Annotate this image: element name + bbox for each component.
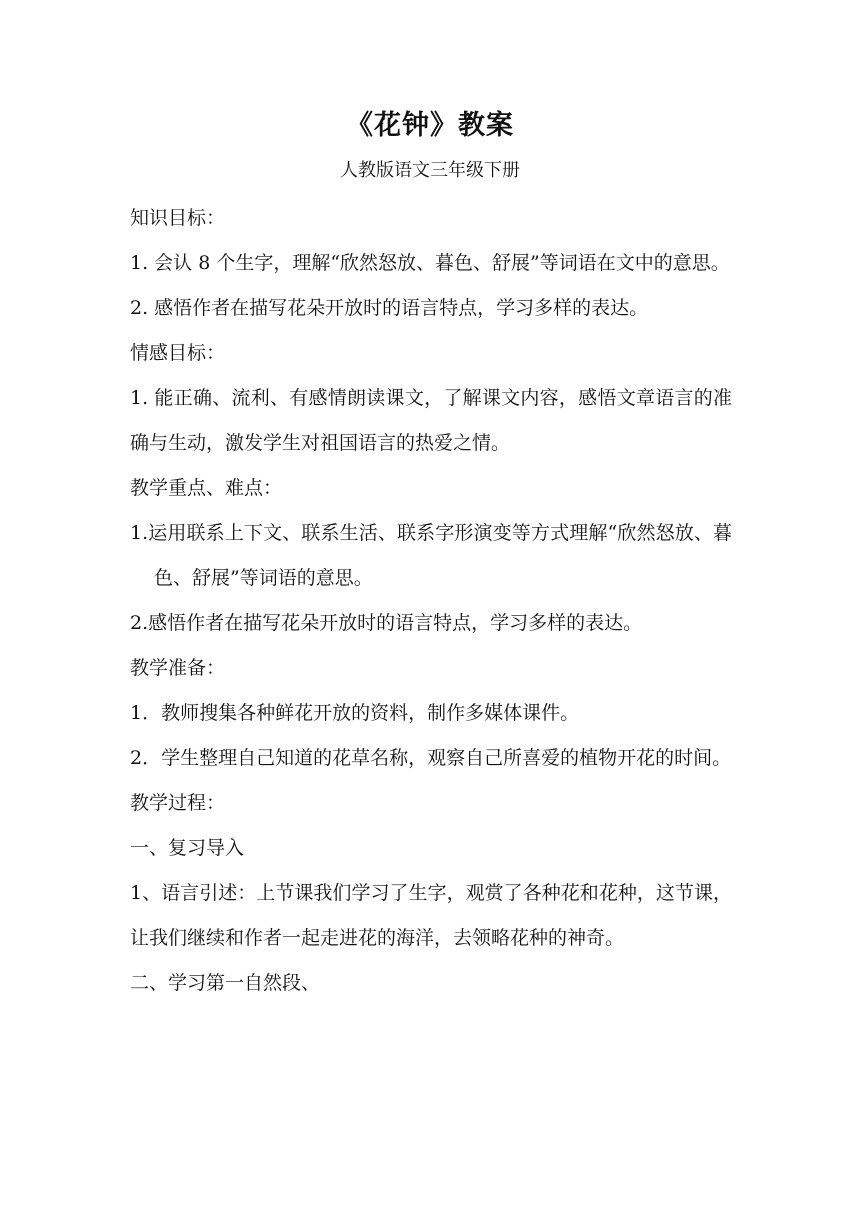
emotion-goal-1: 1. 能正确、流利、有感情朗读课文，了解课文内容，感悟文章语言的准确与生动，激发学生对祖国语言的热爱之情。 [130, 387, 732, 454]
preparation-item-1: 1．教师搜集各种鲜花开放的资料，制作多媒体课件。 [130, 702, 580, 724]
section-heading-preparation: 教学准备： [130, 657, 226, 679]
process-step-review: 一、复习导入 [130, 837, 245, 859]
key-point-2: 2.感悟作者在描写花朵开放时的语言特点，学习多样的表达。 [130, 612, 643, 634]
key-point-1: 1.运用联系上下文、联系生活、联系字形演变等方式理解“欣然怒放、暮色、舒展”等词语的意思。 [130, 522, 732, 589]
knowledge-goal-1: 1. 会认 8 个生字，理解“欣然怒放、暮色、舒展”等词语在文中的意思。 [130, 252, 730, 274]
knowledge-goal-2: 2. 感悟作者在描写花朵开放时的语言特点，学习多样的表达。 [130, 297, 649, 319]
document-title: 《花钟》教案 [346, 110, 514, 141]
section-heading-process: 教学过程： [130, 792, 226, 814]
section-heading-emotion-goals: 情感目标： [130, 342, 226, 364]
process-step-review-item-1: 1、语言引述：上节课我们学习了生字，观赏了各种花和花种，这节课，让我们继续和作者一起走进花的海洋，去领略花种的神奇。 [130, 882, 732, 949]
section-heading-knowledge-goals: 知识目标： [130, 207, 226, 229]
document-body [130, 196, 732, 1006]
document-subtitle: 人教版语文三年级下册 [340, 160, 520, 181]
process-step-paragraph-one: 二、学习第一自然段、 [130, 972, 321, 994]
preparation-item-2: 2．学生整理自己知道的花草名称，观察自己所喜爱的植物开花的时间。 [130, 747, 732, 769]
section-heading-key-points: 教学重点、难点： [130, 477, 283, 499]
